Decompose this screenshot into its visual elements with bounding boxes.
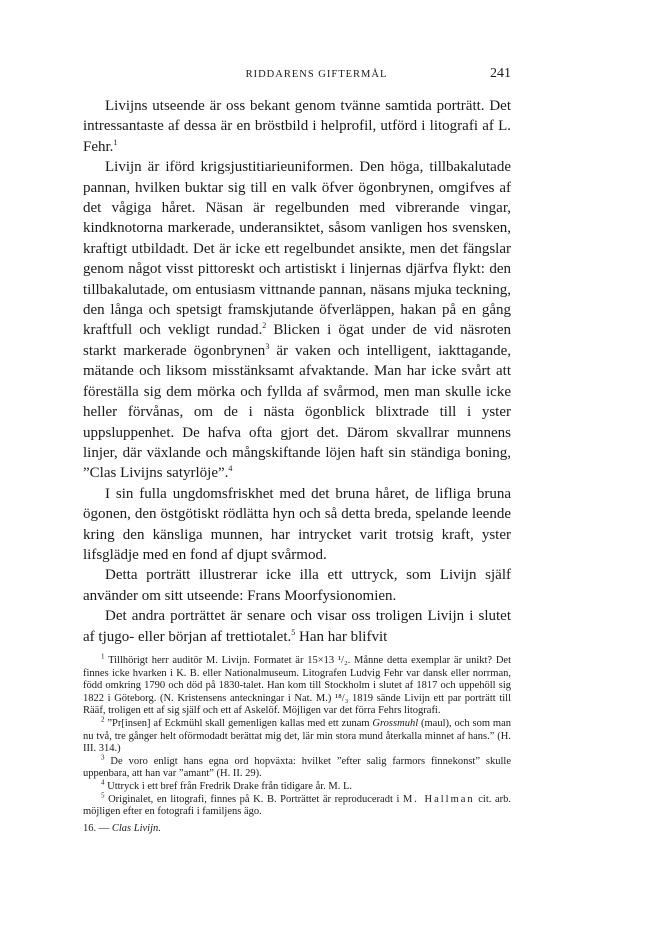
paragraph-1-text: Livijns utseende är oss bekant genom tvänne samtida porträtt. Det intressantaste af dessa är en bröstbild i helprofil, utförd i litografi af L. Fehr. [83, 98, 511, 155]
paragraph-5-text-b: Han har blifvit [295, 628, 388, 645]
footnote-2-text-a: ”Pr[insen] af Eckmühl skall gemenligen kallas med ett zunam [104, 717, 373, 729]
footnote-1-text-a: Tillhörigt herr auditör M. Livijn. Formatet är 15×13 [104, 655, 338, 666]
paragraph-3: I sin fulla ungdomsfriskhet med det bruna håret, de lifliga bruna ögonen, den östgötiskt rödlätta hyn och så detta breda, spelande leende kring den känsliga munnen, har intrycket varit trotsig kraft, yster lifsglädje med en fond af djupt svårmod. [83, 485, 511, 563]
footnote-5-mark: 5 [101, 791, 105, 800]
paragraph-2-text-b: Blicken i ögat under de vid näsroten starkt markerade ögonbrynen [83, 322, 511, 359]
footnote-ref-3: 3 [265, 341, 270, 351]
footnote-ref-1: 1 [113, 137, 118, 147]
paragraph-5-text-a: Det andra porträttet är senare och visar oss troligen Livijn i slutet af tjugo- eller början af trettiotalet. [83, 608, 511, 645]
footnote-5 [83, 791, 512, 819]
footnote-1-date: ¹⁸/₃ [334, 692, 349, 704]
footnote-4-text: Uttryck i ett bref från Fredrik Drake från tidigare år. M. L. [104, 780, 353, 792]
signature-title: Clas Livijn. [111, 822, 161, 834]
footnote-5-text-a: Originalet, en litografi, finnes på K. B. Porträttet är reproduceradt i [104, 793, 403, 805]
footnote-2 [83, 715, 511, 756]
body-text [83, 96, 511, 647]
footnote-2-italic: Grossmuhl [372, 717, 419, 729]
signature-line [83, 823, 511, 836]
footnote-5-name: M. Hallman [402, 793, 475, 805]
footnote-ref-5: 5 [291, 627, 296, 637]
footnote-ref-2: 2 [262, 321, 267, 331]
footnote-1-text-c: 1819 sände Livijn ett par porträtt till Rääf, troligen ett af sig själf och ett af Askelöf. Möjligen var det förra Fehrs litografi. [83, 692, 511, 717]
footnote-5-text-b: cit. arb. möjligen efter en fotografi i familjens ägo. [83, 793, 512, 818]
footnotes [83, 652, 512, 835]
page-header [83, 66, 511, 82]
paragraph-5 [83, 606, 511, 647]
footnote-2-mark: 2 [101, 715, 105, 724]
footnote-1-mark: 1 [101, 652, 105, 661]
footnote-4 [83, 778, 511, 794]
signature-number: 16. — [83, 822, 110, 834]
footnote-ref-4: 4 [228, 464, 233, 474]
footnote-3-mark: 3 [101, 753, 105, 762]
paragraph-4: Detta porträtt illustrerar icke illa ett uttryck, som Livijn själf använder om sitt utseende: Frans Moorfysionomien. [83, 567, 511, 604]
paragraph-2-text-c: är vaken och intelligent, iakttagande, mätande och liksom misstänksamt afvaktande. Man har icke svårt att föreställa sig dem mörka och fyllda af svårmod, men man skulle icke heller förvånas, om de i nästa ögonblick blixtrade till i yster uppsluppenhet. De hafva ofta gjort det. Därom skvallrar munnens linjer, där växlande och mångskiftande löjen haft sin ständiga boning, ”Clas Livijns satyrlöje”. [83, 342, 511, 482]
footnote-1 [83, 652, 512, 718]
running-head: RIDDARENS GIFTERMÅL [245, 69, 388, 80]
footnote-4-mark: 4 [101, 778, 105, 787]
page-number: 241 [490, 66, 511, 81]
footnote-2-text-b: (maul), och som man nu två, tre gånger helt oförmodadt berättat mig det, lär min stora mund återkalla minnet af hans.” (H. III. 314.) [83, 717, 511, 755]
paragraph-2-text-a: Livijn är iförd krigsjustitiarieuniformen. Den höga, tillbakalutade pannan, hvilken buktar sig till en valk öfver ögonbrynen, omgifves af det vågiga håret. Näsan är regelbunden med vibrerande vingar, kindknotorna markerade, underansiktet, såsom vanligen hos svensken, kraftigt utbildadt. Det är icke ett regelbundet ansikte, men det fängslar genom något visst pittoreskt och artistiskt i linjernas djärfva flykt: den tillbakalutade, om entusiasm vittnande pannan, näsans mjuka teckning, den långa och spetsigt framskjutande öfverläppen, hakan på en gång kraftfull och vekligt rundad. [83, 159, 511, 339]
paragraph-2 [83, 157, 511, 484]
footnote-3 [83, 753, 511, 781]
footnote-1-text-b: . Månne detta exemplar är unikt? Det finnes icke hvarken i K. B. eller Nationalmuseum. Litografen Ludvig Fehr var dansk eller norrman, född omkring 1790 och död på 1830-talet. Han kom till Stockholm i slutet af 1817 och uppehöll sig 1822 i Göteborg. (N. Kristensens anteckningar i Nat. M.) [83, 655, 512, 704]
footnote-3-text: De voro enligt hans egna ord hopväxta: hvilket ”efter salig farmors finnekonst” skulle uppenbara, att han var ”amant” (H. II. 29). [83, 755, 511, 780]
paragraph-1 [83, 96, 511, 157]
footnote-1-fraction: ¹/₂ [337, 655, 348, 666]
